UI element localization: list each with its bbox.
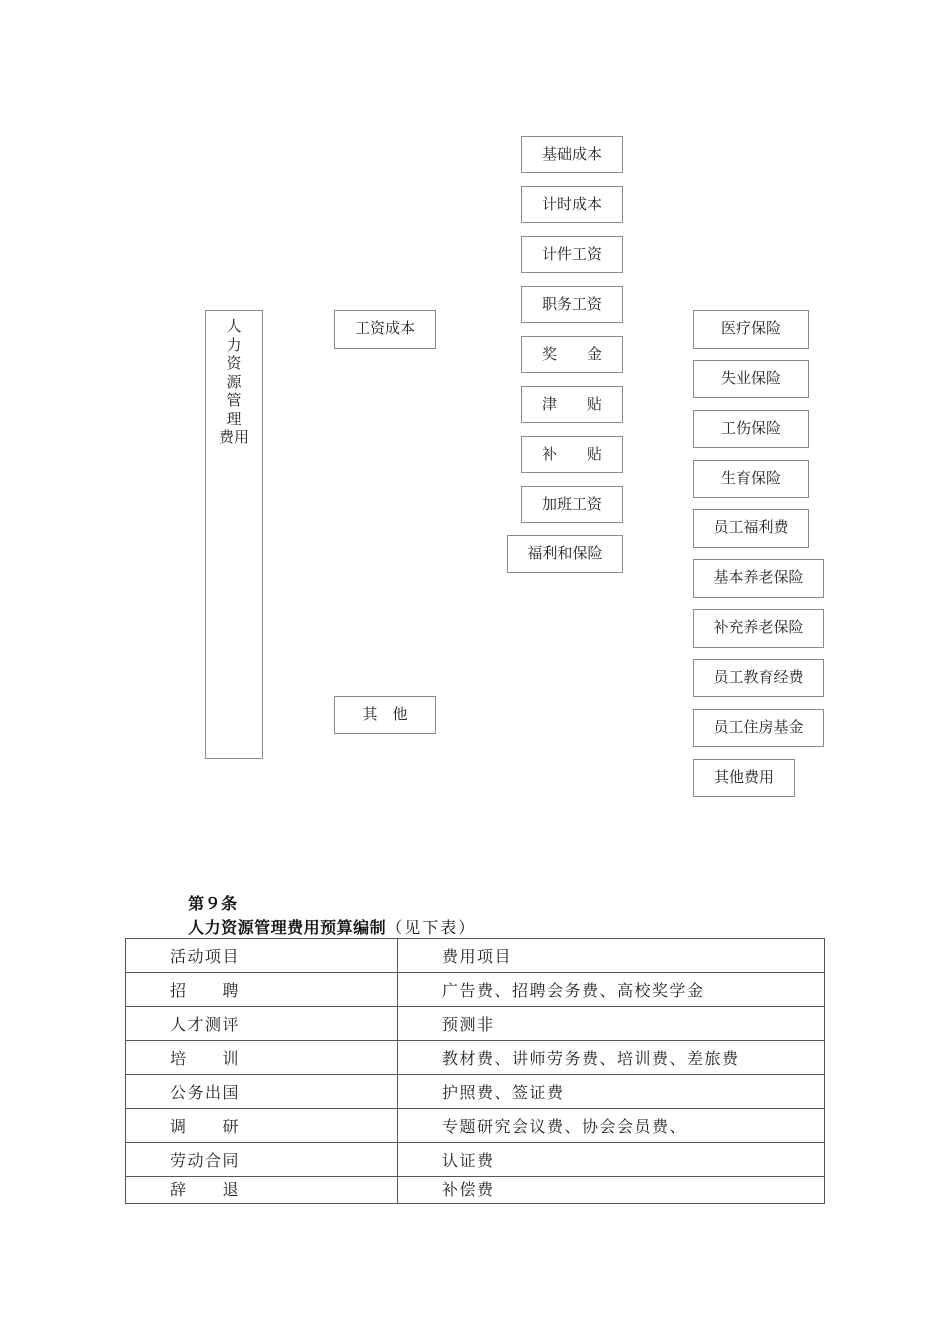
header-activity: 活动项目: [126, 939, 398, 973]
node-allowance: 津 贴: [521, 386, 623, 423]
table-row: [126, 1007, 825, 1041]
table-row: [126, 1041, 825, 1075]
article-heading: [178, 868, 476, 940]
node-unemployment-insurance: 失业保险: [693, 360, 809, 398]
node-overtime-wage: 加班工资: [521, 486, 623, 523]
table-header-row: [126, 939, 825, 973]
node-hourly-cost: 计时成本: [521, 186, 623, 223]
budget-table: [125, 938, 825, 1204]
cell-activity: 公务出国: [126, 1075, 398, 1109]
article-note: （见下表）: [386, 918, 477, 937]
cell-expense: 教材费、讲师劳务费、培训费、差旅费: [398, 1041, 825, 1075]
cell-expense: 护照费、签证费: [398, 1075, 825, 1109]
node-injury-insurance: 工伤保险: [693, 410, 809, 448]
node-education-fund: 员工教育经费: [693, 659, 824, 697]
node-other-expenses: 其他费用: [693, 759, 795, 797]
node-medical-insurance: 医疗保险: [693, 310, 809, 349]
cell-expense: 认证费: [398, 1143, 825, 1177]
root-node-label: 人 力 资 源 管 理 费用: [218, 317, 249, 446]
node-other: 其 他: [334, 696, 436, 734]
node-bonus: 奖 金: [521, 336, 623, 373]
node-welfare-insurance: 福利和保险: [507, 535, 623, 573]
node-salary-cost: 工资成本: [334, 310, 436, 349]
node-basic-cost: 基础成本: [521, 136, 623, 173]
table-row: [126, 1177, 825, 1204]
table-row: [126, 1075, 825, 1109]
table-row: [126, 1109, 825, 1143]
cell-activity: 招 聘: [126, 973, 398, 1007]
node-housing-fund: 员工住房基金: [693, 709, 824, 747]
cell-expense: 预测非: [398, 1007, 825, 1041]
root-node-hr-cost: [205, 310, 263, 759]
header-expense: 费用项目: [398, 939, 825, 973]
node-subsidy: 补 贴: [521, 436, 623, 473]
table-row: [126, 1143, 825, 1177]
article-title: 人力资源管理费用预算编制: [188, 918, 387, 937]
node-supplementary-pension: 补充养老保险: [693, 609, 824, 648]
cell-expense: 专题研究会议费、协会会员费、: [398, 1109, 825, 1143]
cell-expense: 广告费、招聘会务费、高校奖学金: [398, 973, 825, 1007]
cell-activity: 培 训: [126, 1041, 398, 1075]
cell-activity: 辞 退: [126, 1177, 398, 1204]
table-row: [126, 973, 825, 1007]
cell-activity: 劳动合同: [126, 1143, 398, 1177]
article-number: 第９条: [188, 894, 238, 913]
node-employee-welfare: 员工福利费: [693, 509, 809, 548]
cell-expense: 补偿费: [398, 1177, 825, 1204]
cell-activity: 人才测评: [126, 1007, 398, 1041]
node-piece-wage: 计件工资: [521, 236, 623, 273]
node-basic-pension: 基本养老保险: [693, 559, 824, 598]
cell-activity: 调 研: [126, 1109, 398, 1143]
node-position-wage: 职务工资: [521, 286, 623, 323]
node-maternity-insurance: 生育保险: [693, 460, 809, 498]
